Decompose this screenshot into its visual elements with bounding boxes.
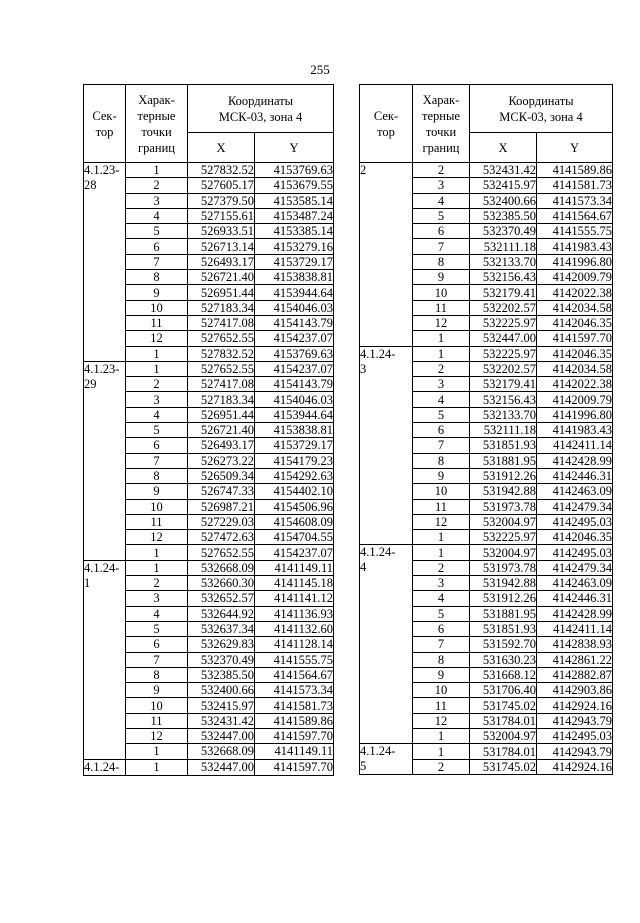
y-coordinate-cell: 4142034.58 bbox=[537, 361, 613, 376]
table-row bbox=[84, 361, 334, 376]
point-number-cell: 10 bbox=[126, 499, 188, 514]
x-coordinate-cell: 527605.17 bbox=[188, 178, 255, 193]
table-row bbox=[360, 346, 613, 361]
y-coordinate-cell: 4141983.43 bbox=[537, 423, 613, 438]
sector-cell: 4.1.24- 5 bbox=[360, 744, 413, 775]
point-number-cell: 11 bbox=[126, 315, 188, 330]
y-coordinate-cell: 4153487.24 bbox=[255, 208, 334, 223]
y-coordinate-cell: 4154237.07 bbox=[255, 545, 334, 560]
point-number-cell: 1 bbox=[126, 163, 188, 178]
point-number-cell: 1 bbox=[413, 331, 470, 346]
x-coordinate-cell: 527652.55 bbox=[188, 545, 255, 560]
x-coordinate-cell: 532004.97 bbox=[470, 514, 537, 529]
y-coordinate-cell: 4154143.79 bbox=[255, 315, 334, 330]
point-number-cell: 4 bbox=[413, 591, 470, 606]
point-number-cell: 5 bbox=[126, 621, 188, 636]
y-coordinate-cell: 4153944.64 bbox=[255, 285, 334, 300]
x-coordinate-cell: 532202.57 bbox=[470, 361, 537, 376]
x-coordinate-cell: 527229.03 bbox=[188, 514, 255, 529]
x-coordinate-cell: 532111.18 bbox=[470, 423, 537, 438]
sector-cell: 4.1.24- bbox=[84, 759, 126, 775]
point-number-cell: 9 bbox=[413, 667, 470, 682]
y-coordinate-cell: 4142479.34 bbox=[537, 560, 613, 575]
y-coordinate-cell: 4142428.99 bbox=[537, 606, 613, 621]
x-coordinate-cell: 526721.40 bbox=[188, 423, 255, 438]
point-number-cell: 2 bbox=[126, 377, 188, 392]
y-coordinate-cell: 4141555.75 bbox=[537, 224, 613, 239]
x-coordinate-cell: 532431.42 bbox=[188, 713, 255, 728]
x-coordinate-cell: 532668.09 bbox=[188, 744, 255, 759]
y-coordinate-cell: 4154608.09 bbox=[255, 514, 334, 529]
header-points: Харак- терные точки границ bbox=[413, 85, 470, 163]
x-coordinate-cell: 532156.43 bbox=[470, 270, 537, 285]
x-coordinate-cell: 531912.26 bbox=[470, 591, 537, 606]
point-number-cell: 10 bbox=[126, 698, 188, 713]
table-row bbox=[360, 744, 613, 760]
point-number-cell: 1 bbox=[126, 361, 188, 376]
table-row bbox=[360, 545, 613, 560]
point-number-cell: 11 bbox=[413, 499, 470, 514]
point-number-cell: 2 bbox=[413, 560, 470, 575]
x-coordinate-cell: 531668.12 bbox=[470, 667, 537, 682]
x-coordinate-cell: 527379.50 bbox=[188, 193, 255, 208]
x-coordinate-cell: 532415.97 bbox=[188, 698, 255, 713]
x-coordinate-cell: 532156.43 bbox=[470, 392, 537, 407]
y-coordinate-cell: 4142411.14 bbox=[537, 621, 613, 636]
point-number-cell: 2 bbox=[413, 361, 470, 376]
y-coordinate-cell: 4142046.35 bbox=[537, 530, 613, 545]
x-coordinate-cell: 532660.30 bbox=[188, 576, 255, 591]
table-body-left bbox=[84, 163, 334, 776]
y-coordinate-cell: 4154179.23 bbox=[255, 453, 334, 468]
point-number-cell: 5 bbox=[413, 606, 470, 621]
point-number-cell: 7 bbox=[126, 453, 188, 468]
point-number-cell: 4 bbox=[413, 193, 470, 208]
x-coordinate-cell: 527183.34 bbox=[188, 300, 255, 315]
point-number-cell: 11 bbox=[413, 300, 470, 315]
x-coordinate-cell: 532202.57 bbox=[470, 300, 537, 315]
y-coordinate-cell: 4153769.63 bbox=[255, 346, 334, 361]
point-number-cell: 6 bbox=[126, 637, 188, 652]
point-number-cell: 8 bbox=[126, 468, 188, 483]
y-coordinate-cell: 4141589.86 bbox=[255, 713, 334, 728]
x-coordinate-cell: 526987.21 bbox=[188, 499, 255, 514]
x-coordinate-cell: 531745.02 bbox=[470, 759, 537, 775]
x-coordinate-cell: 527832.52 bbox=[188, 163, 255, 178]
point-number-cell: 4 bbox=[126, 606, 188, 621]
x-coordinate-cell: 532385.50 bbox=[188, 667, 255, 682]
y-coordinate-cell: 4142882.87 bbox=[537, 667, 613, 682]
y-coordinate-cell: 4142446.31 bbox=[537, 591, 613, 606]
point-number-cell: 4 bbox=[413, 392, 470, 407]
y-coordinate-cell: 4153838.81 bbox=[255, 423, 334, 438]
y-coordinate-cell: 4142046.35 bbox=[537, 346, 613, 361]
x-coordinate-cell: 532431.42 bbox=[470, 163, 537, 178]
point-number-cell: 1 bbox=[413, 744, 470, 760]
point-number-cell: 12 bbox=[413, 514, 470, 529]
point-number-cell: 5 bbox=[413, 208, 470, 223]
y-coordinate-cell: 4153944.64 bbox=[255, 407, 334, 422]
sector-cell: 4.1.24- 4 bbox=[360, 545, 413, 744]
point-number-cell: 12 bbox=[126, 530, 188, 545]
point-number-cell: 6 bbox=[413, 621, 470, 636]
x-coordinate-cell: 532385.50 bbox=[470, 208, 537, 223]
sector-cell: 4.1.23- 28 bbox=[84, 163, 126, 362]
point-number-cell: 5 bbox=[126, 224, 188, 239]
point-number-cell: 12 bbox=[126, 728, 188, 743]
x-coordinate-cell: 526933.51 bbox=[188, 224, 255, 239]
y-coordinate-cell: 4141589.86 bbox=[537, 163, 613, 178]
x-coordinate-cell: 532637.34 bbox=[188, 621, 255, 636]
point-number-cell: 2 bbox=[126, 178, 188, 193]
table-body-right bbox=[360, 163, 613, 775]
point-number-cell: 8 bbox=[413, 453, 470, 468]
point-number-cell: 1 bbox=[413, 530, 470, 545]
x-coordinate-cell: 531784.01 bbox=[470, 744, 537, 760]
x-coordinate-cell: 532447.00 bbox=[188, 759, 255, 775]
x-coordinate-cell: 532400.66 bbox=[470, 193, 537, 208]
x-coordinate-cell: 531851.93 bbox=[470, 621, 537, 636]
point-number-cell: 7 bbox=[413, 438, 470, 453]
point-number-cell: 11 bbox=[126, 713, 188, 728]
y-coordinate-cell: 4154237.07 bbox=[255, 361, 334, 376]
x-coordinate-cell: 526721.40 bbox=[188, 270, 255, 285]
sector-cell: 2 bbox=[360, 163, 413, 347]
x-coordinate-cell: 532370.49 bbox=[188, 652, 255, 667]
y-coordinate-cell: 4142495.03 bbox=[537, 728, 613, 743]
y-coordinate-cell: 4142903.86 bbox=[537, 683, 613, 698]
header-coords: Координаты МСК-03, зона 4 bbox=[470, 85, 613, 133]
y-coordinate-cell: 4142022.38 bbox=[537, 285, 613, 300]
header-y: Y bbox=[255, 133, 334, 163]
y-coordinate-cell: 4154704.55 bbox=[255, 530, 334, 545]
point-number-cell: 10 bbox=[413, 683, 470, 698]
y-coordinate-cell: 4141555.75 bbox=[255, 652, 334, 667]
y-coordinate-cell: 4141145.18 bbox=[255, 576, 334, 591]
header-points: Харак- терные точки границ bbox=[126, 85, 188, 163]
header-x: X bbox=[188, 133, 255, 163]
y-coordinate-cell: 4141996.80 bbox=[537, 254, 613, 269]
sector-cell: 4.1.24- 1 bbox=[84, 560, 126, 759]
point-number-cell: 8 bbox=[126, 270, 188, 285]
point-number-cell: 1 bbox=[413, 346, 470, 361]
x-coordinate-cell: 532111.18 bbox=[470, 239, 537, 254]
point-number-cell: 9 bbox=[126, 484, 188, 499]
x-coordinate-cell: 531706.40 bbox=[470, 683, 537, 698]
point-number-cell: 9 bbox=[413, 270, 470, 285]
y-coordinate-cell: 4142009.79 bbox=[537, 392, 613, 407]
point-number-cell: 12 bbox=[413, 713, 470, 728]
y-coordinate-cell: 4153769.63 bbox=[255, 163, 334, 178]
x-coordinate-cell: 532668.09 bbox=[188, 560, 255, 575]
y-coordinate-cell: 4142463.09 bbox=[537, 484, 613, 499]
point-number-cell: 1 bbox=[126, 346, 188, 361]
x-coordinate-cell: 531881.95 bbox=[470, 453, 537, 468]
y-coordinate-cell: 4141132.60 bbox=[255, 621, 334, 636]
y-coordinate-cell: 4154046.03 bbox=[255, 300, 334, 315]
point-number-cell: 9 bbox=[126, 683, 188, 698]
y-coordinate-cell: 4142034.58 bbox=[537, 300, 613, 315]
y-coordinate-cell: 4141597.70 bbox=[255, 759, 334, 775]
y-coordinate-cell: 4142861.22 bbox=[537, 652, 613, 667]
x-coordinate-cell: 527652.55 bbox=[188, 331, 255, 346]
x-coordinate-cell: 532133.70 bbox=[470, 254, 537, 269]
point-number-cell: 7 bbox=[413, 637, 470, 652]
y-coordinate-cell: 4142463.09 bbox=[537, 576, 613, 591]
y-coordinate-cell: 4142046.35 bbox=[537, 315, 613, 330]
x-coordinate-cell: 531912.26 bbox=[470, 468, 537, 483]
point-number-cell: 7 bbox=[126, 254, 188, 269]
point-number-cell: 10 bbox=[413, 285, 470, 300]
point-number-cell: 8 bbox=[413, 254, 470, 269]
point-number-cell: 3 bbox=[413, 576, 470, 591]
x-coordinate-cell: 531942.88 bbox=[470, 484, 537, 499]
coordinates-table-left bbox=[83, 84, 334, 776]
x-coordinate-cell: 532133.70 bbox=[470, 407, 537, 422]
x-coordinate-cell: 531881.95 bbox=[470, 606, 537, 621]
x-coordinate-cell: 532225.97 bbox=[470, 315, 537, 330]
x-coordinate-cell: 531784.01 bbox=[470, 713, 537, 728]
x-coordinate-cell: 531973.78 bbox=[470, 560, 537, 575]
y-coordinate-cell: 4142924.16 bbox=[537, 759, 613, 775]
y-coordinate-cell: 4153729.17 bbox=[255, 438, 334, 453]
y-coordinate-cell: 4154292.63 bbox=[255, 468, 334, 483]
x-coordinate-cell: 531592.70 bbox=[470, 637, 537, 652]
point-number-cell: 6 bbox=[413, 224, 470, 239]
y-coordinate-cell: 4153679.55 bbox=[255, 178, 334, 193]
point-number-cell: 7 bbox=[126, 652, 188, 667]
x-coordinate-cell: 532370.49 bbox=[470, 224, 537, 239]
header-sector: Сек- тор bbox=[360, 85, 413, 163]
sector-cell: 4.1.23- 29 bbox=[84, 361, 126, 560]
y-coordinate-cell: 4142838.93 bbox=[537, 637, 613, 652]
y-coordinate-cell: 4142495.03 bbox=[537, 514, 613, 529]
y-coordinate-cell: 4153585.14 bbox=[255, 193, 334, 208]
x-coordinate-cell: 531745.02 bbox=[470, 698, 537, 713]
point-number-cell: 10 bbox=[413, 484, 470, 499]
x-coordinate-cell: 531973.78 bbox=[470, 499, 537, 514]
x-coordinate-cell: 527652.55 bbox=[188, 361, 255, 376]
y-coordinate-cell: 4142924.16 bbox=[537, 698, 613, 713]
y-coordinate-cell: 4141573.34 bbox=[537, 193, 613, 208]
table-row bbox=[84, 759, 334, 775]
x-coordinate-cell: 531942.88 bbox=[470, 576, 537, 591]
y-coordinate-cell: 4142428.99 bbox=[537, 453, 613, 468]
x-coordinate-cell: 531630.23 bbox=[470, 652, 537, 667]
x-coordinate-cell: 526951.44 bbox=[188, 407, 255, 422]
point-number-cell: 4 bbox=[126, 407, 188, 422]
y-coordinate-cell: 4142022.38 bbox=[537, 377, 613, 392]
x-coordinate-cell: 532652.57 bbox=[188, 591, 255, 606]
y-coordinate-cell: 4141581.73 bbox=[537, 178, 613, 193]
point-number-cell: 2 bbox=[413, 759, 470, 775]
point-number-cell: 8 bbox=[126, 667, 188, 682]
point-number-cell: 4 bbox=[126, 208, 188, 223]
y-coordinate-cell: 4141597.70 bbox=[537, 331, 613, 346]
point-number-cell: 1 bbox=[126, 759, 188, 775]
point-number-cell: 1 bbox=[126, 545, 188, 560]
point-number-cell: 3 bbox=[126, 193, 188, 208]
x-coordinate-cell: 526493.17 bbox=[188, 438, 255, 453]
point-number-cell: 1 bbox=[413, 728, 470, 743]
x-coordinate-cell: 532179.41 bbox=[470, 377, 537, 392]
y-coordinate-cell: 4142446.31 bbox=[537, 468, 613, 483]
point-number-cell: 1 bbox=[126, 560, 188, 575]
x-coordinate-cell: 527472.63 bbox=[188, 530, 255, 545]
y-coordinate-cell: 4154046.03 bbox=[255, 392, 334, 407]
x-coordinate-cell: 532004.97 bbox=[470, 728, 537, 743]
point-number-cell: 9 bbox=[413, 468, 470, 483]
y-coordinate-cell: 4141581.73 bbox=[255, 698, 334, 713]
y-coordinate-cell: 4153838.81 bbox=[255, 270, 334, 285]
x-coordinate-cell: 532447.00 bbox=[188, 728, 255, 743]
point-number-cell: 12 bbox=[126, 331, 188, 346]
table-row bbox=[84, 163, 334, 178]
x-coordinate-cell: 532179.41 bbox=[470, 285, 537, 300]
x-coordinate-cell: 527183.34 bbox=[188, 392, 255, 407]
x-coordinate-cell: 532415.97 bbox=[470, 178, 537, 193]
y-coordinate-cell: 4141996.80 bbox=[537, 407, 613, 422]
table-row bbox=[360, 163, 613, 178]
point-number-cell: 11 bbox=[126, 514, 188, 529]
y-coordinate-cell: 4154143.79 bbox=[255, 377, 334, 392]
y-coordinate-cell: 4142943.79 bbox=[537, 713, 613, 728]
y-coordinate-cell: 4142495.03 bbox=[537, 545, 613, 560]
x-coordinate-cell: 526713.14 bbox=[188, 239, 255, 254]
y-coordinate-cell: 4141128.14 bbox=[255, 637, 334, 652]
y-coordinate-cell: 4142009.79 bbox=[537, 270, 613, 285]
x-coordinate-cell: 527155.61 bbox=[188, 208, 255, 223]
x-coordinate-cell: 532644.92 bbox=[188, 606, 255, 621]
point-number-cell: 3 bbox=[126, 591, 188, 606]
y-coordinate-cell: 4142943.79 bbox=[537, 744, 613, 760]
point-number-cell: 8 bbox=[413, 652, 470, 667]
y-coordinate-cell: 4153729.17 bbox=[255, 254, 334, 269]
point-number-cell: 3 bbox=[413, 178, 470, 193]
sector-cell: 4.1.24- 3 bbox=[360, 346, 413, 545]
coordinates-table-right bbox=[359, 84, 613, 775]
point-number-cell: 9 bbox=[126, 285, 188, 300]
point-number-cell: 7 bbox=[413, 239, 470, 254]
point-number-cell: 3 bbox=[413, 377, 470, 392]
point-number-cell: 11 bbox=[413, 698, 470, 713]
point-number-cell: 6 bbox=[413, 423, 470, 438]
point-number-cell: 5 bbox=[413, 407, 470, 422]
y-coordinate-cell: 4154237.07 bbox=[255, 331, 334, 346]
x-coordinate-cell: 532225.97 bbox=[470, 346, 537, 361]
y-coordinate-cell: 4141597.70 bbox=[255, 728, 334, 743]
x-coordinate-cell: 532400.66 bbox=[188, 683, 255, 698]
x-coordinate-cell: 527417.08 bbox=[188, 315, 255, 330]
y-coordinate-cell: 4141564.67 bbox=[537, 208, 613, 223]
point-number-cell: 6 bbox=[126, 239, 188, 254]
x-coordinate-cell: 526509.34 bbox=[188, 468, 255, 483]
x-coordinate-cell: 526273.22 bbox=[188, 453, 255, 468]
x-coordinate-cell: 532004.97 bbox=[470, 545, 537, 560]
point-number-cell: 3 bbox=[126, 392, 188, 407]
y-coordinate-cell: 4142479.34 bbox=[537, 499, 613, 514]
point-number-cell: 6 bbox=[126, 438, 188, 453]
y-coordinate-cell: 4153279.16 bbox=[255, 239, 334, 254]
point-number-cell: 1 bbox=[126, 744, 188, 759]
y-coordinate-cell: 4141149.11 bbox=[255, 744, 334, 759]
point-number-cell: 1 bbox=[413, 545, 470, 560]
point-number-cell: 2 bbox=[413, 163, 470, 178]
x-coordinate-cell: 527417.08 bbox=[188, 377, 255, 392]
y-coordinate-cell: 4154506.96 bbox=[255, 499, 334, 514]
y-coordinate-cell: 4142411.14 bbox=[537, 438, 613, 453]
y-coordinate-cell: 4141564.67 bbox=[255, 667, 334, 682]
x-coordinate-cell: 531851.93 bbox=[470, 438, 537, 453]
x-coordinate-cell: 526951.44 bbox=[188, 285, 255, 300]
y-coordinate-cell: 4141136.93 bbox=[255, 606, 334, 621]
point-number-cell: 2 bbox=[126, 576, 188, 591]
y-coordinate-cell: 4141573.34 bbox=[255, 683, 334, 698]
page-number: 255 bbox=[310, 62, 330, 77]
y-coordinate-cell: 4141141.12 bbox=[255, 591, 334, 606]
x-coordinate-cell: 532447.00 bbox=[470, 331, 537, 346]
y-coordinate-cell: 4153385.14 bbox=[255, 224, 334, 239]
header-sector: Сек- тор bbox=[84, 85, 126, 163]
point-number-cell: 12 bbox=[413, 315, 470, 330]
y-coordinate-cell: 4141149.11 bbox=[255, 560, 334, 575]
point-number-cell: 5 bbox=[126, 423, 188, 438]
point-number-cell: 10 bbox=[126, 300, 188, 315]
table-row bbox=[84, 560, 334, 575]
x-coordinate-cell: 527832.52 bbox=[188, 346, 255, 361]
y-coordinate-cell: 4154402.10 bbox=[255, 484, 334, 499]
header-coords: Координаты МСК-03, зона 4 bbox=[188, 85, 334, 133]
x-coordinate-cell: 526493.17 bbox=[188, 254, 255, 269]
x-coordinate-cell: 532225.97 bbox=[470, 530, 537, 545]
header-y: Y bbox=[537, 133, 613, 163]
header-x: X bbox=[470, 133, 537, 163]
y-coordinate-cell: 4141983.43 bbox=[537, 239, 613, 254]
x-coordinate-cell: 526747.33 bbox=[188, 484, 255, 499]
x-coordinate-cell: 532629.83 bbox=[188, 637, 255, 652]
